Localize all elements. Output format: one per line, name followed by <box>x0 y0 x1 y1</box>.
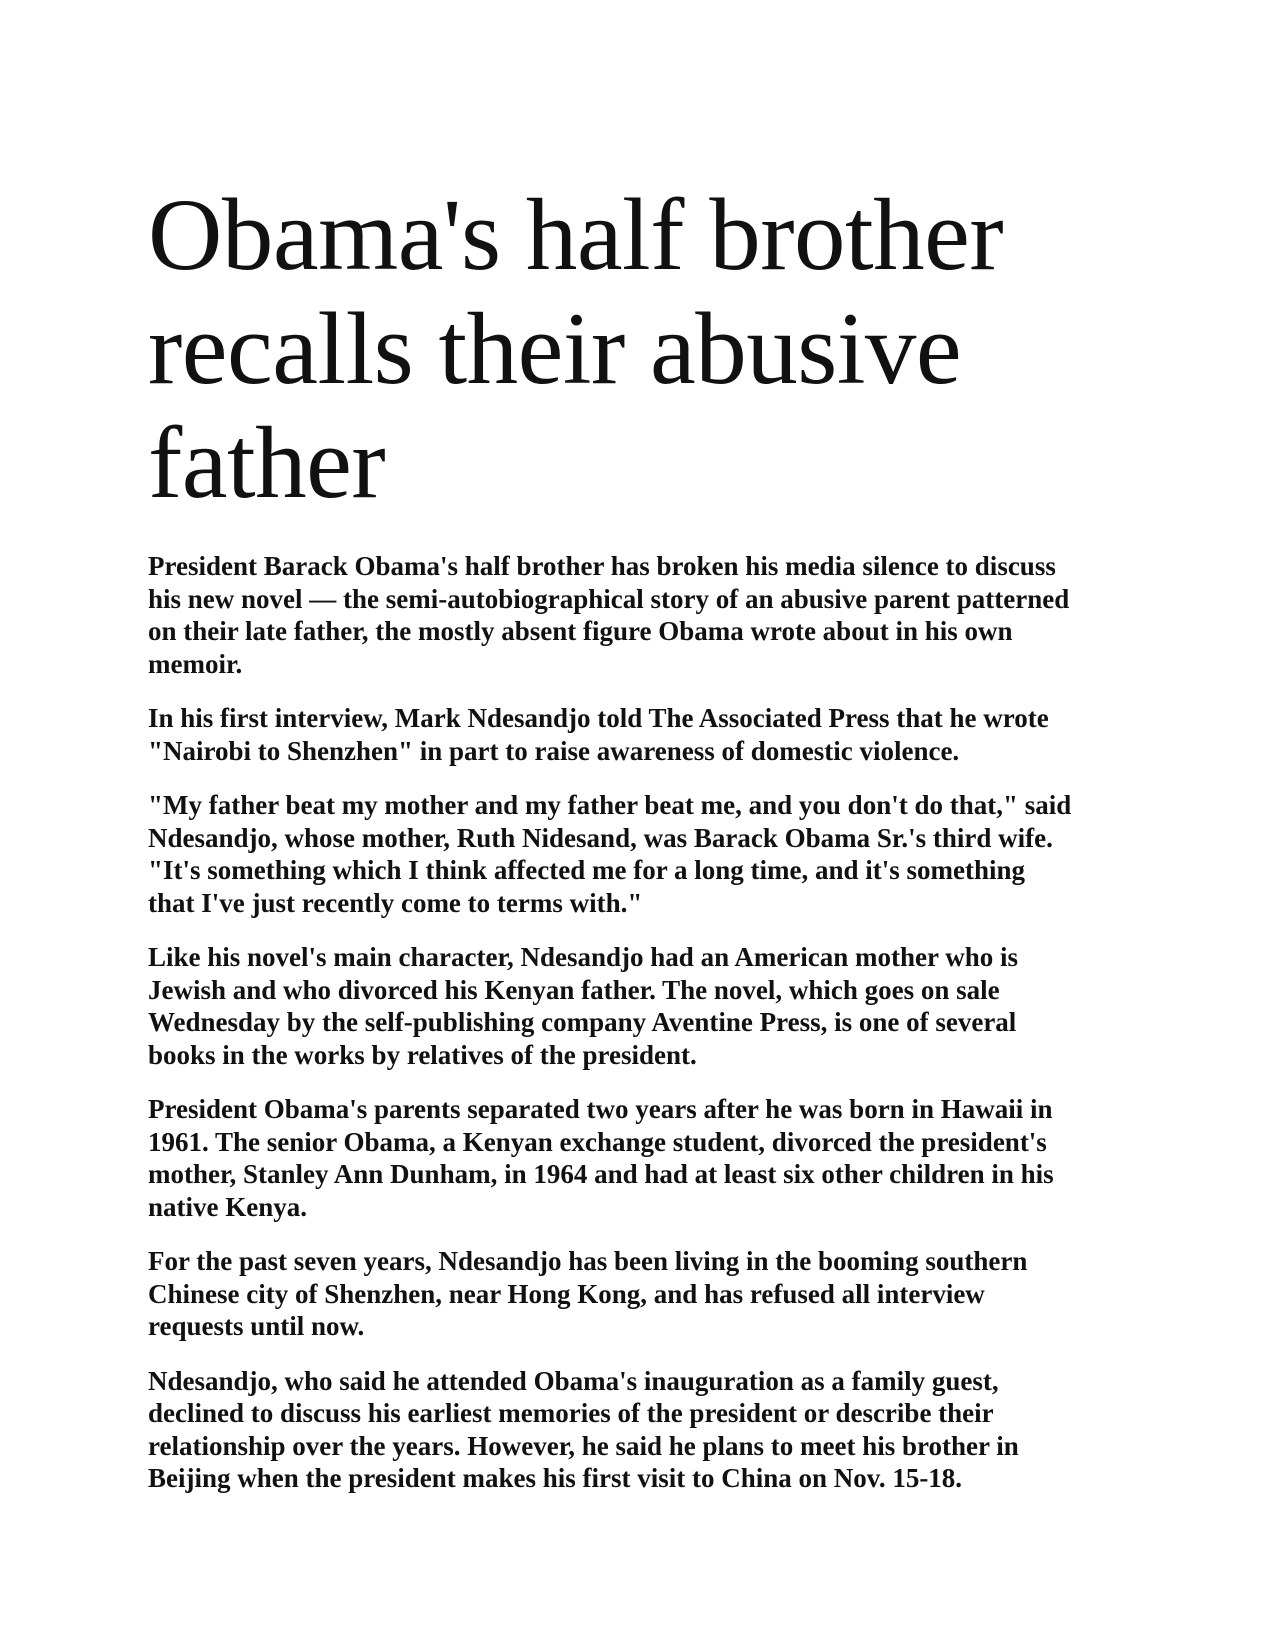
paragraph-line: Jewish and who divorced his Kenyan father. The novel, which goes on sale <box>148 974 1000 1005</box>
paragraph-line: requests until now. <box>148 1311 365 1341</box>
article-headline <box>148 178 1108 520</box>
paragraph-line: Chinese city of Shenzhen, near Hong Kong, and has refused all interview <box>148 1278 985 1309</box>
paragraph-line: For the past seven years, Ndesandjo has been living in the booming southern <box>148 1246 1028 1276</box>
paragraph-line: memoir. <box>148 648 243 679</box>
headline-line: father <box>148 406 386 520</box>
article-paragraph <box>148 1365 1108 1495</box>
paragraph-line: President Barack Obama's half brother has broken his media silence to discuss <box>148 551 1056 581</box>
paragraph-line: In his first interview, Mark Ndesandjo told The Associated Press that he wrote <box>148 703 1049 733</box>
paragraph-line: "My father beat my mother and my father beat me, and you don't do that," said <box>148 790 1072 820</box>
paragraph-line: on their late father, the mostly absent figure Obama wrote about in his own <box>148 616 1013 646</box>
paragraph-line: "Nairobi to Shenzhen" in part to raise awareness of domestic violence. <box>148 735 960 766</box>
article-paragraph <box>148 789 1108 919</box>
paragraph-line: 1961. The senior Obama, a Kenyan exchange student, divorced the president's <box>148 1126 1047 1157</box>
article-paragraph <box>148 550 1108 680</box>
paragraph-line: Ndesandjo, whose mother, Ruth Nidesand, was Barack Obama Sr.'s third wife. <box>148 822 1053 853</box>
headline-line: recalls their abusive <box>148 292 962 406</box>
paragraph-line: native Kenya. <box>148 1191 307 1222</box>
article-paragraph <box>148 702 1108 767</box>
paragraph-line: relationship over the years. However, he said he plans to meet his brother in <box>148 1430 1019 1461</box>
paragraph-line: Wednesday by the self-publishing company Aventine Press, is one of several <box>148 1007 1017 1037</box>
paragraph-line: declined to discuss his earliest memories of the president or describe their <box>148 1398 994 1428</box>
headline-line: Obama's half brother <box>148 178 1004 292</box>
paragraph-line: books in the works by relatives of the president. <box>148 1039 697 1070</box>
paragraph-line: President Obama's parents separated two years after he was born in Hawaii in <box>148 1094 1053 1124</box>
paragraph-line: his new novel — the semi-autobiographical story of an abusive parent patterned <box>148 583 1070 614</box>
article-page <box>148 150 1108 1517</box>
paragraph-line: mother, Stanley Ann Dunham, in 1964 and had at least six other children in his <box>148 1159 1054 1189</box>
article-body <box>148 550 1108 1495</box>
article-paragraph <box>148 1245 1108 1343</box>
paragraph-line: that I've just recently come to terms with." <box>148 887 643 918</box>
paragraph-line: Beijing when the president makes his first visit to China on Nov. 15-18. <box>148 1463 963 1493</box>
paragraph-line: "It's something which I think affected me for a long time, and it's something <box>148 855 1025 885</box>
paragraph-line: Like his novel's main character, Ndesandjo had an American mother who is <box>148 942 1019 972</box>
article-paragraph <box>148 941 1108 1071</box>
article-paragraph <box>148 1093 1108 1223</box>
paragraph-line: Ndesandjo, who said he attended Obama's inauguration as a family guest, <box>148 1365 999 1396</box>
